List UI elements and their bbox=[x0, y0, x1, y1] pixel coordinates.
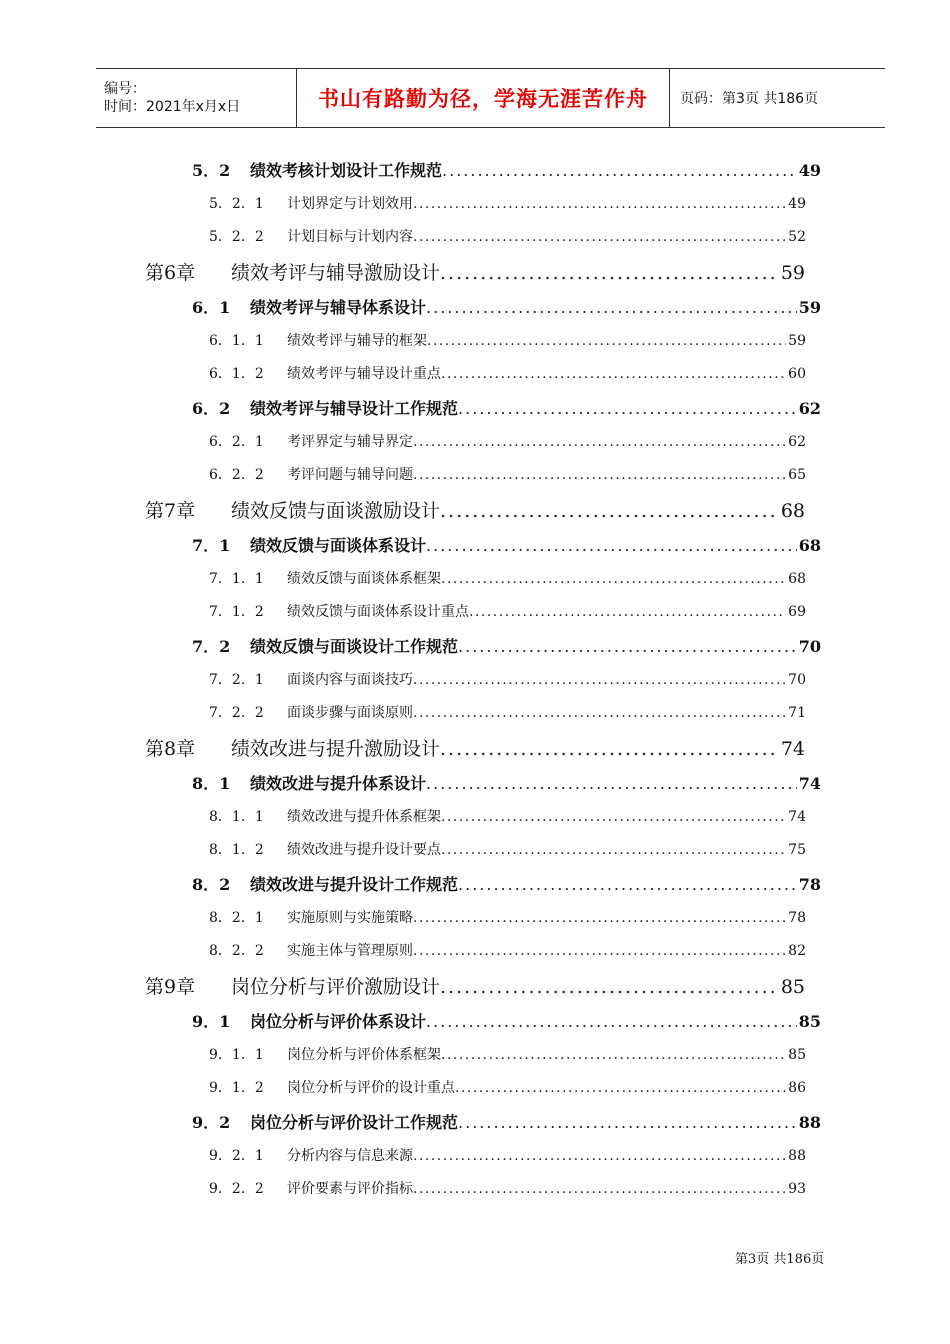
toc-entry-page: 78 bbox=[798, 875, 821, 894]
toc-entry[interactable] bbox=[209, 431, 806, 451]
toc-entry-number: 7．2 bbox=[192, 637, 231, 656]
toc-entry-title: 实施原则与实施策略 bbox=[287, 910, 413, 926]
toc-entry-number: 8．1．1 bbox=[209, 809, 264, 825]
toc-entry-title: 绩效考评与辅导体系设计 bbox=[250, 298, 427, 317]
toc-leader-dots bbox=[413, 943, 786, 959]
toc-entry[interactable] bbox=[145, 496, 805, 523]
toc-leader-dots bbox=[441, 571, 786, 587]
toc-entry-title: 绩效考评与辅导激励设计 bbox=[231, 262, 441, 284]
toc-leader-dots bbox=[413, 672, 786, 688]
toc-entry-number: 第9章 bbox=[145, 976, 196, 998]
toc-entry-title: 岗位分析与评价激励设计 bbox=[231, 976, 441, 998]
toc-entry-title: 分析内容与信息来源 bbox=[287, 1148, 413, 1164]
toc-entry[interactable] bbox=[209, 363, 806, 383]
toc-entry[interactable] bbox=[209, 907, 806, 927]
toc-entry[interactable] bbox=[145, 734, 805, 761]
toc-entry-page: 62 bbox=[788, 434, 806, 450]
toc-entry-title: 岗位分析与评价的设计重点 bbox=[287, 1080, 455, 1096]
toc-entry-number: 9．2．1 bbox=[209, 1148, 264, 1164]
toc-entry-number: 9．2 bbox=[192, 1113, 231, 1132]
toc-entry-title: 面谈步骤与面谈原则 bbox=[287, 705, 413, 721]
toc-entry-title: 绩效反馈与面谈体系设计 bbox=[250, 536, 427, 555]
toc-entry-number: 6．2 bbox=[192, 399, 231, 418]
toc-entry-page: 82 bbox=[788, 943, 806, 959]
toc-entry-page: 74 bbox=[780, 738, 805, 760]
toc-leader-dots bbox=[441, 809, 786, 825]
toc-leader-dots bbox=[413, 705, 786, 721]
toc-entry-title: 绩效反馈与面谈体系框架 bbox=[287, 571, 441, 587]
toc-leader-dots bbox=[440, 500, 779, 522]
toc-entry-number: 7．1 bbox=[192, 536, 231, 555]
toc-leader-dots bbox=[458, 399, 797, 418]
toc-entry[interactable] bbox=[192, 771, 821, 794]
toc-leader-dots bbox=[441, 366, 786, 382]
toc-leader-dots bbox=[440, 738, 779, 760]
toc-entry-number: 7．2．2 bbox=[209, 705, 264, 721]
toc-entry-title: 绩效考评与辅导设计工作规范 bbox=[250, 399, 459, 418]
toc-entry-number: 5．2 bbox=[192, 161, 231, 180]
toc-entry[interactable] bbox=[209, 330, 806, 350]
toc-entry-page: 88 bbox=[788, 1148, 806, 1164]
toc-entry-page: 65 bbox=[788, 467, 806, 483]
toc-leader-dots bbox=[440, 262, 779, 284]
toc-entry-page: 52 bbox=[788, 229, 806, 245]
toc-entry-number: 8．1 bbox=[192, 774, 231, 793]
toc-entry[interactable] bbox=[209, 193, 806, 213]
toc-leader-dots bbox=[413, 1148, 786, 1164]
header-page-info: 页码：第3页 共186页 bbox=[680, 91, 819, 107]
toc-entry-title: 岗位分析与评价体系框架 bbox=[287, 1047, 441, 1063]
toc-leader-dots bbox=[458, 875, 797, 894]
toc-entry-page: 60 bbox=[788, 366, 806, 382]
toc-entry-number: 6．2．2 bbox=[209, 467, 264, 483]
toc-entry-number: 5．2．1 bbox=[209, 196, 264, 212]
toc-leader-dots bbox=[458, 1113, 797, 1132]
toc-entry[interactable] bbox=[209, 568, 806, 588]
toc-entry-title: 绩效改进与提升激励设计 bbox=[231, 738, 441, 760]
toc-leader-dots bbox=[426, 1012, 797, 1031]
toc-entry-page: 49 bbox=[798, 161, 821, 180]
toc-entry-number: 6．2．1 bbox=[209, 434, 264, 450]
toc-entry-number: 7．1．2 bbox=[209, 604, 264, 620]
toc-entry-page: 68 bbox=[788, 571, 806, 587]
toc-leader-dots bbox=[455, 1080, 786, 1096]
toc-entry-page: 59 bbox=[788, 333, 806, 349]
toc-entry[interactable] bbox=[192, 396, 821, 419]
toc-leader-dots bbox=[426, 536, 797, 555]
toc-entry-page: 70 bbox=[798, 637, 821, 656]
toc-leader-dots bbox=[413, 229, 786, 245]
toc-entry-page: 86 bbox=[788, 1080, 806, 1096]
toc-entry[interactable] bbox=[192, 158, 821, 181]
toc-entry[interactable] bbox=[209, 839, 806, 859]
toc-leader-dots bbox=[440, 976, 779, 998]
toc-entry-title: 计划目标与计划内容 bbox=[287, 229, 413, 245]
toc-entry[interactable] bbox=[192, 1110, 821, 1133]
toc-entry[interactable] bbox=[192, 533, 821, 556]
toc-entry[interactable] bbox=[209, 1077, 806, 1097]
toc-entry-number: 7．1．1 bbox=[209, 571, 264, 587]
toc-entry-number: 7．2．1 bbox=[209, 672, 264, 688]
toc-entry-title: 绩效反馈与面谈体系设计重点 bbox=[287, 604, 469, 620]
toc-entry-page: 68 bbox=[798, 536, 821, 555]
toc-entry-page: 88 bbox=[798, 1113, 821, 1132]
toc-leader-dots bbox=[413, 910, 786, 926]
toc-entry[interactable] bbox=[209, 806, 806, 826]
time-label: 时间：2021年x月x日 bbox=[104, 99, 241, 115]
toc-entry-page: 49 bbox=[788, 196, 806, 212]
header-meta bbox=[96, 69, 297, 127]
toc-entry-page: 75 bbox=[788, 842, 806, 858]
toc-leader-dots bbox=[469, 604, 786, 620]
header-motto: 书山有路勤为径，学海无涯苦作舟 bbox=[297, 69, 670, 127]
toc-entry-title: 绩效考评与辅导设计重点 bbox=[287, 366, 441, 382]
toc-entry-number: 5．2．2 bbox=[209, 229, 264, 245]
toc-entry-number: 9．1．1 bbox=[209, 1047, 264, 1063]
page-header bbox=[96, 68, 885, 128]
toc-entry-title: 绩效改进与提升设计工作规范 bbox=[250, 875, 459, 894]
toc-leader-dots bbox=[441, 842, 786, 858]
toc-entry-page: 85 bbox=[788, 1047, 806, 1063]
toc-entry[interactable] bbox=[192, 634, 821, 657]
toc-entry[interactable] bbox=[209, 1178, 806, 1198]
toc-entry[interactable] bbox=[209, 601, 806, 621]
toc-entry[interactable] bbox=[209, 702, 806, 722]
toc-entry-title: 评价要素与评价指标 bbox=[287, 1181, 413, 1197]
toc-entry-page: 74 bbox=[788, 809, 806, 825]
toc-entry-page: 78 bbox=[788, 910, 806, 926]
toc-entry-page: 69 bbox=[788, 604, 806, 620]
toc-entry-page: 93 bbox=[788, 1181, 806, 1197]
toc-entry[interactable] bbox=[209, 940, 806, 960]
toc-entry[interactable] bbox=[192, 872, 821, 895]
toc-entry-page: 59 bbox=[780, 262, 805, 284]
toc-entry[interactable] bbox=[209, 669, 806, 689]
toc-entry-title: 绩效反馈与面谈设计工作规范 bbox=[250, 637, 459, 656]
toc-entry-page: 74 bbox=[798, 774, 821, 793]
toc-entry-page: 85 bbox=[780, 976, 805, 998]
toc-entry-number: 9．1 bbox=[192, 1012, 231, 1031]
toc-leader-dots bbox=[413, 196, 786, 212]
toc-entry-page: 70 bbox=[788, 672, 806, 688]
toc-entry-title: 绩效考核计划设计工作规范 bbox=[250, 161, 443, 180]
toc-entry-page: 59 bbox=[798, 298, 821, 317]
toc-entry-title: 实施主体与管理原则 bbox=[287, 943, 413, 959]
toc-entry-number: 8．2．2 bbox=[209, 943, 264, 959]
toc-entry-title: 绩效改进与提升体系设计 bbox=[250, 774, 427, 793]
toc-leader-dots bbox=[413, 434, 786, 450]
toc-leader-dots bbox=[426, 298, 797, 317]
toc-entry-number: 第7章 bbox=[145, 500, 196, 522]
toc-entry-title: 计划界定与计划效用 bbox=[287, 196, 413, 212]
toc-entry[interactable] bbox=[209, 1145, 806, 1165]
toc-entry-number: 6．1．1 bbox=[209, 333, 264, 349]
code-label: 编号： bbox=[104, 81, 146, 97]
toc-entry-page: 62 bbox=[798, 399, 821, 418]
toc-leader-dots bbox=[426, 774, 797, 793]
page-footer: 第3页 共186页 bbox=[735, 1252, 825, 1267]
toc-leader-dots bbox=[413, 467, 786, 483]
toc-entry-number: 8．1．2 bbox=[209, 842, 264, 858]
toc-entry-title: 岗位分析与评价设计工作规范 bbox=[250, 1113, 459, 1132]
toc-entry-title: 绩效反馈与面谈激励设计 bbox=[231, 500, 441, 522]
toc-entry-number: 第6章 bbox=[145, 262, 196, 284]
toc-entry-number: 6．1．2 bbox=[209, 366, 264, 382]
toc-entry-title: 绩效改进与提升设计要点 bbox=[287, 842, 441, 858]
toc-entry-number: 第8章 bbox=[145, 738, 196, 760]
toc-entry-page: 68 bbox=[780, 500, 805, 522]
toc-entry-title: 面谈内容与面谈技巧 bbox=[287, 672, 413, 688]
toc-entry[interactable] bbox=[192, 1009, 821, 1032]
toc-entry[interactable] bbox=[192, 295, 821, 318]
toc-entry-title: 绩效考评与辅导的框架 bbox=[287, 333, 427, 349]
toc-leader-dots bbox=[413, 1181, 786, 1197]
toc-leader-dots bbox=[442, 161, 797, 180]
toc-entry-number: 9．2．2 bbox=[209, 1181, 264, 1197]
toc-entry[interactable] bbox=[145, 972, 805, 999]
toc-leader-dots bbox=[441, 1047, 786, 1063]
toc-entry-title: 岗位分析与评价体系设计 bbox=[250, 1012, 427, 1031]
toc-entry-title: 考评问题与辅导问题 bbox=[287, 467, 413, 483]
toc-entry-page: 71 bbox=[788, 705, 806, 721]
toc-entry-title: 考评界定与辅导界定 bbox=[287, 434, 413, 450]
toc-entry[interactable] bbox=[209, 1044, 806, 1064]
toc-leader-dots bbox=[427, 333, 786, 349]
toc-leader-dots bbox=[458, 637, 797, 656]
toc-entry[interactable] bbox=[209, 226, 806, 246]
toc-entry-title: 绩效改进与提升体系框架 bbox=[287, 809, 441, 825]
toc-entry-number: 6．1 bbox=[192, 298, 231, 317]
toc-entry-page: 85 bbox=[798, 1012, 821, 1031]
toc-entry-number: 8．2 bbox=[192, 875, 231, 894]
toc-entry-number: 9．1．2 bbox=[209, 1080, 264, 1096]
toc-entry-number: 8．2．1 bbox=[209, 910, 264, 926]
toc-entry[interactable] bbox=[145, 258, 805, 285]
toc-entry[interactable] bbox=[209, 464, 806, 484]
